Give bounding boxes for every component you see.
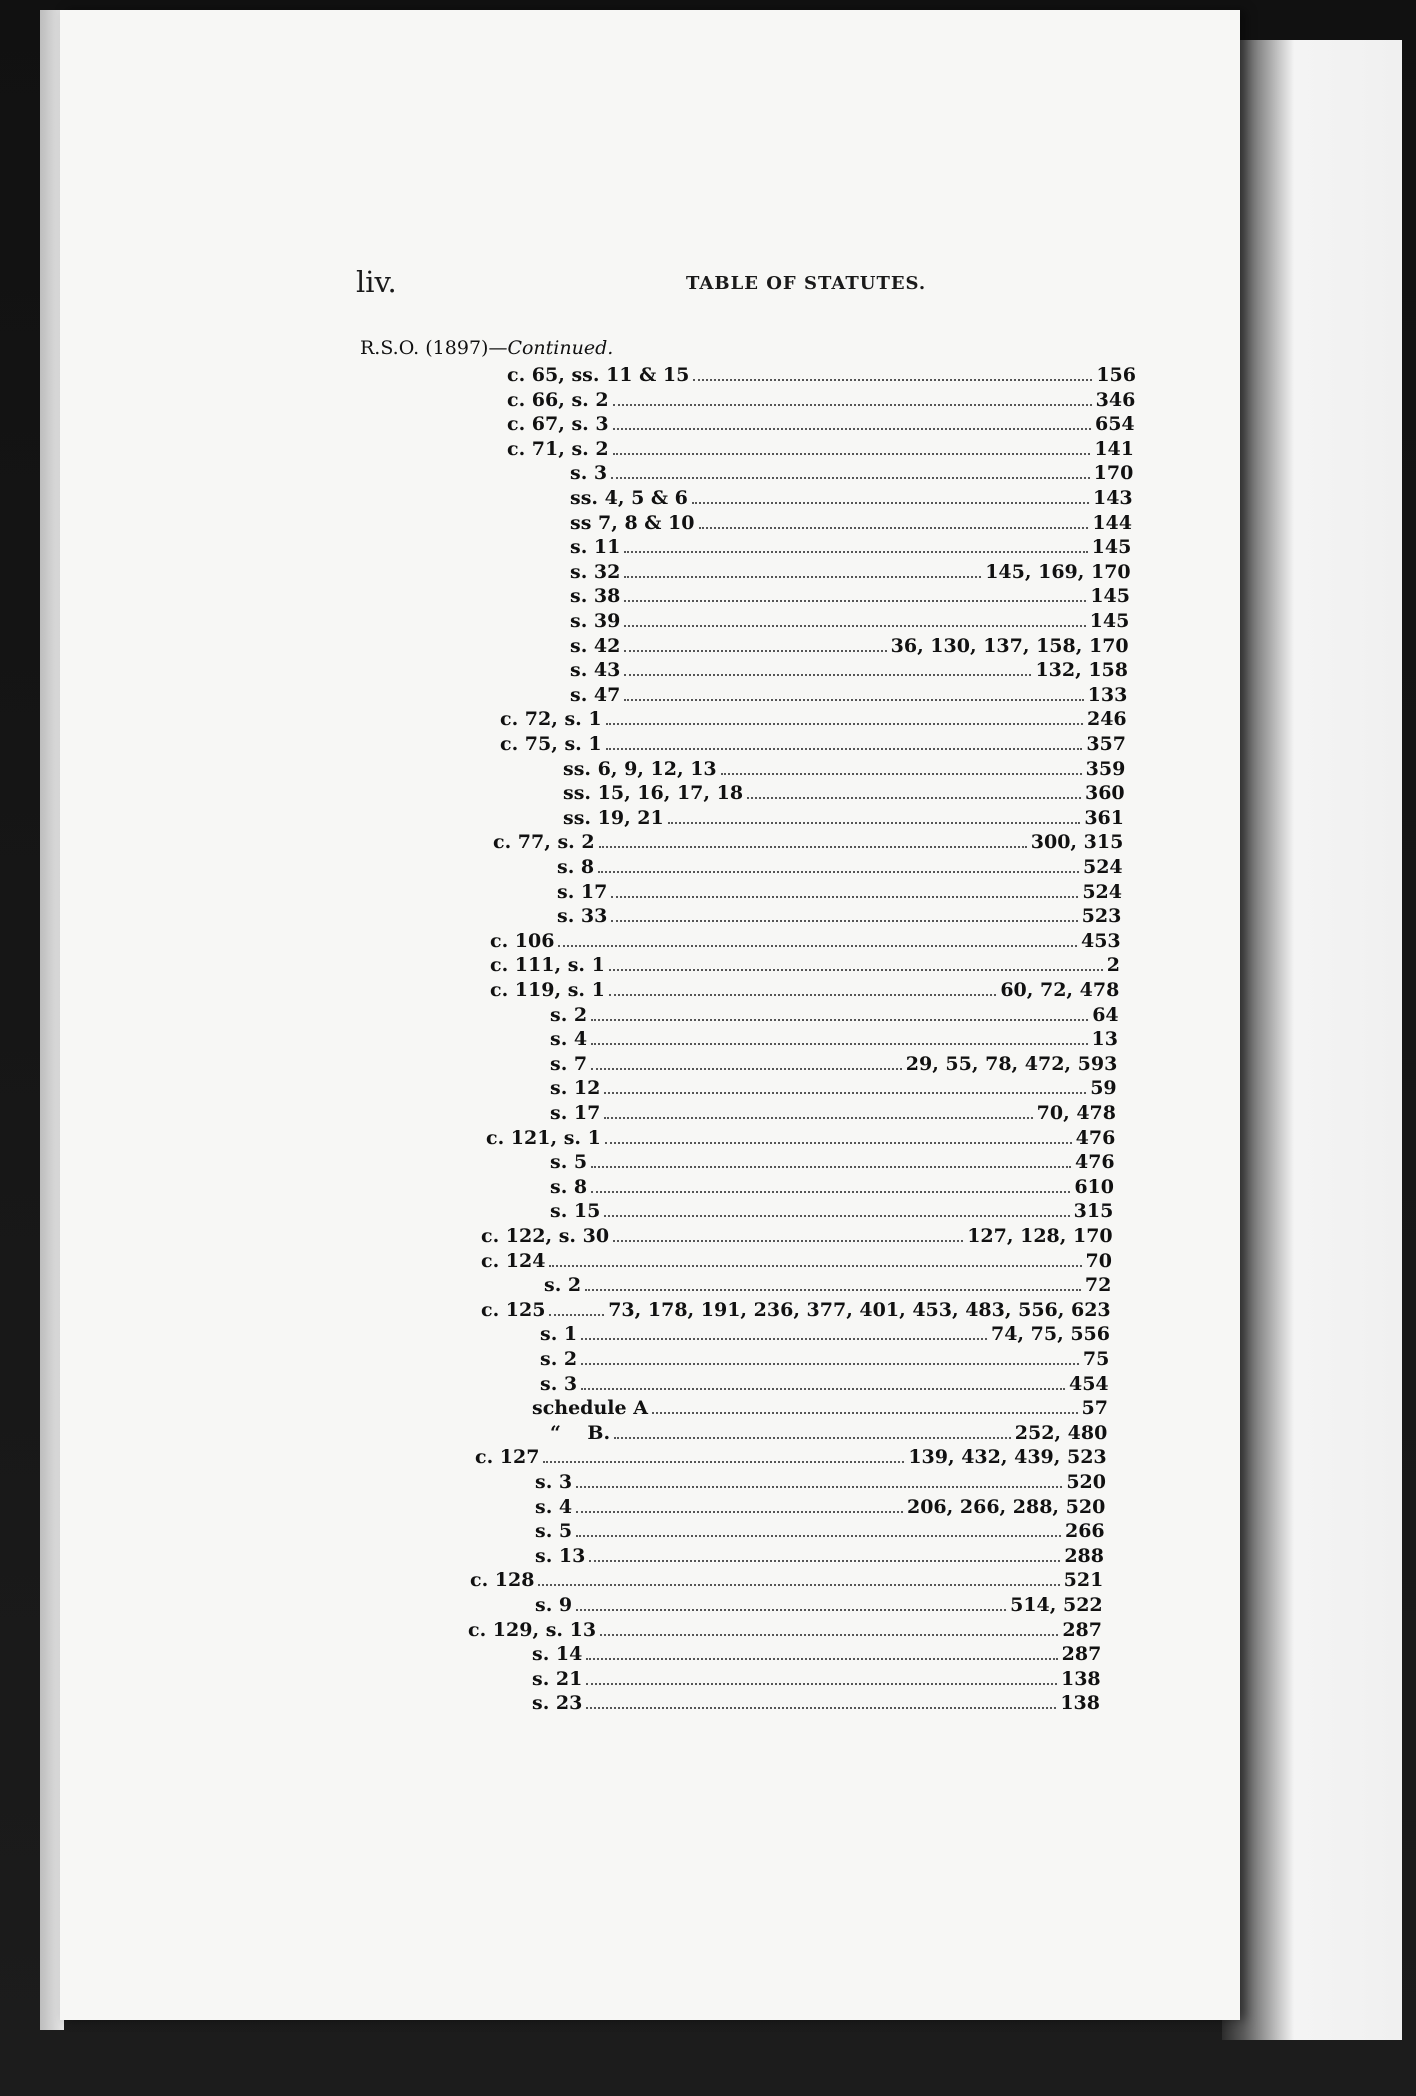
page-references: 144	[1092, 511, 1132, 534]
table-row	[507, 411, 1135, 435]
statute-reference: c. 71, s. 2	[507, 437, 609, 460]
statute-reference: ss. 19, 21	[563, 806, 664, 829]
statute-reference: s. 7	[550, 1052, 588, 1075]
page-references: 2	[1106, 954, 1120, 977]
statute-reference: s. 32	[570, 560, 621, 583]
dot-leader	[699, 526, 1089, 529]
statute-reference: s. 3	[540, 1372, 578, 1395]
table-row	[540, 1346, 1109, 1370]
page-references: 132, 158	[1035, 659, 1128, 682]
table-row	[507, 387, 1135, 411]
statute-reference: s. 15	[550, 1200, 601, 1223]
page-references: 521	[1063, 1569, 1104, 1592]
page-references: 145	[1091, 536, 1132, 559]
statute-reference: s. 47	[570, 683, 621, 706]
table-row	[570, 559, 1131, 583]
statute-reference: s. 8	[557, 856, 595, 878]
page-references: 610	[1074, 1175, 1114, 1198]
dot-leader	[591, 1190, 1070, 1193]
statute-reference: s. 23	[532, 1692, 583, 1715]
statute-reference: ss. 4, 5 & 6	[570, 487, 688, 509]
statute-reference: c. 122, s. 30	[481, 1225, 610, 1247]
table-row	[550, 1198, 1113, 1222]
page-references: 346	[1095, 388, 1136, 411]
dot-leader	[576, 1485, 1062, 1488]
dot-leader	[543, 1460, 904, 1463]
statute-reference: “ B.	[550, 1421, 611, 1444]
page-references: 59	[1090, 1077, 1117, 1100]
dot-leader	[605, 1141, 1072, 1144]
page-references: 654	[1094, 413, 1135, 436]
statute-reference: s. 4	[550, 1028, 588, 1051]
table-row	[540, 1321, 1110, 1345]
table-row	[532, 1690, 1100, 1714]
page-references: 13	[1091, 1028, 1118, 1051]
dot-leader	[692, 501, 1089, 504]
statute-reference: s. 5	[535, 1520, 573, 1543]
dot-leader	[624, 624, 1085, 627]
dot-leader	[589, 1559, 1060, 1562]
dot-leader	[576, 1608, 1006, 1611]
page-references: 357	[1086, 733, 1126, 755]
table-row	[532, 1666, 1101, 1690]
table-row	[570, 608, 1129, 632]
table-row	[563, 780, 1125, 804]
table-row	[570, 583, 1130, 607]
table-row	[532, 1395, 1108, 1419]
dot-leader	[576, 1510, 903, 1513]
table-row	[563, 756, 1125, 780]
page-references: 206, 266, 288, 520	[906, 1495, 1106, 1518]
table-row	[500, 731, 1126, 755]
table-row	[475, 1444, 1107, 1468]
dot-leader	[604, 1091, 1086, 1094]
table-row	[570, 485, 1133, 509]
dot-leader	[581, 1387, 1065, 1390]
table-row	[557, 879, 1122, 903]
table-row	[481, 1248, 1112, 1272]
page-references: 133	[1087, 683, 1128, 706]
table-row	[550, 1002, 1119, 1026]
table-row	[535, 1469, 1106, 1493]
running-title: TABLE OF STATUTES.	[686, 273, 927, 294]
dot-leader	[549, 1264, 1081, 1267]
dot-leader	[591, 1042, 1087, 1045]
table-row	[535, 1518, 1105, 1542]
statute-reference: s. 5	[550, 1151, 588, 1174]
table-row	[532, 1641, 1101, 1665]
statute-reference: s. 17	[557, 880, 608, 903]
table-row	[570, 460, 1133, 484]
statute-reference: s. 21	[532, 1667, 583, 1690]
page-references: 288	[1064, 1544, 1104, 1567]
facing-page-edge	[1222, 40, 1402, 2040]
page-references: 145	[1090, 585, 1130, 608]
page-references: 145, 169, 170	[985, 560, 1131, 583]
page-references: 454	[1068, 1372, 1109, 1395]
statute-reference: c. 106	[490, 929, 555, 952]
dot-leader	[613, 452, 1091, 455]
table-row	[490, 977, 1119, 1001]
page-references: 141	[1094, 437, 1134, 460]
page-references: 523	[1081, 905, 1122, 928]
dot-leader	[613, 427, 1091, 430]
page-references: 73, 178, 191, 236, 377, 401, 453, 483, 556, 623	[608, 1298, 1111, 1321]
statute-reference: ss 7, 8 & 10	[570, 511, 695, 534]
table-row	[557, 854, 1123, 878]
page-references: 127, 128, 170	[967, 1225, 1113, 1247]
page-references: 29, 55, 78, 472, 593	[905, 1052, 1118, 1075]
statute-reference: s. 13	[535, 1544, 586, 1567]
page-references: 143	[1092, 487, 1133, 509]
dot-leader	[613, 1239, 963, 1242]
dot-leader	[693, 378, 1092, 381]
page-references: 138	[1060, 1692, 1100, 1715]
table-row	[535, 1592, 1103, 1616]
dot-leader	[613, 403, 1092, 406]
dot-leader	[581, 1337, 987, 1340]
page-references: 170	[1093, 462, 1134, 485]
statute-reference: ss. 6, 9, 12, 13	[563, 757, 717, 780]
statute-reference: s. 42	[570, 634, 621, 657]
page-references: 514, 522	[1010, 1594, 1103, 1616]
dot-leader	[586, 1706, 1056, 1709]
table-row	[550, 1075, 1117, 1099]
page-references: 266	[1064, 1520, 1105, 1543]
page-references: 359	[1085, 757, 1126, 780]
dot-leader	[611, 895, 1078, 898]
document-page	[60, 10, 1240, 2020]
page-references: 156	[1096, 364, 1136, 386]
heading-prefix: R.S.O. (1897)—	[360, 337, 508, 359]
dot-leader	[747, 796, 1081, 799]
dot-leader	[609, 968, 1103, 971]
dot-leader	[586, 1682, 1057, 1685]
statute-reference: c. 119, s. 1	[490, 979, 605, 1001]
table-row	[557, 903, 1121, 927]
dot-leader	[558, 944, 1077, 947]
page-references: 145	[1089, 610, 1130, 632]
page-references: 246	[1086, 708, 1127, 731]
dot-leader	[549, 1313, 604, 1316]
dot-leader	[604, 1214, 1069, 1217]
page-references: 75	[1082, 1348, 1110, 1370]
statute-reference: c. 67, s. 3	[507, 413, 609, 436]
table-row	[481, 1223, 1113, 1247]
statute-reference: s. 17	[550, 1102, 601, 1124]
statute-reference: s. 4	[535, 1495, 573, 1518]
dot-leader	[576, 1534, 1061, 1537]
dot-leader	[585, 1288, 1081, 1291]
statute-reference: s. 8	[550, 1175, 588, 1198]
dot-leader	[591, 1018, 1088, 1021]
table-row	[563, 805, 1124, 829]
page-references: 138	[1060, 1667, 1101, 1690]
statute-reference: c. 75, s. 1	[500, 733, 602, 755]
page-references: 360	[1084, 782, 1125, 805]
table-row	[550, 1420, 1107, 1444]
dot-leader	[609, 993, 996, 996]
page-references: 70, 478	[1036, 1102, 1116, 1124]
page-references: 361	[1084, 806, 1124, 829]
statute-reference: s. 39	[570, 610, 621, 632]
statute-reference: schedule A	[532, 1397, 648, 1420]
statute-reference: c. 129, s. 13	[468, 1618, 597, 1641]
dot-leader	[624, 575, 981, 578]
dot-leader	[611, 476, 1090, 479]
dot-leader	[600, 1633, 1058, 1636]
table-row	[500, 706, 1127, 730]
table-row	[507, 362, 1136, 386]
dot-leader	[668, 821, 1081, 824]
page-references: 74, 75, 556	[990, 1323, 1110, 1346]
table-row	[550, 1051, 1117, 1075]
heading-continued: Continued.	[507, 337, 614, 359]
dot-leader	[599, 845, 1027, 848]
page-references: 70	[1085, 1249, 1112, 1272]
table-row	[535, 1494, 1105, 1518]
statute-reference: s. 43	[570, 659, 621, 682]
table-row	[535, 1543, 1104, 1567]
table-row	[540, 1371, 1109, 1395]
dot-leader	[604, 1116, 1032, 1119]
table-row	[490, 928, 1121, 952]
table-row	[507, 436, 1134, 460]
page-references: 57	[1081, 1397, 1108, 1420]
page-references: 524	[1082, 856, 1123, 878]
statute-reference: s. 2	[540, 1348, 578, 1370]
statute-reference: c. 125	[481, 1298, 546, 1321]
statute-reference: c. 66, s. 2	[507, 388, 609, 411]
table-row	[490, 952, 1120, 976]
dot-leader	[606, 722, 1083, 725]
statute-reference: c. 128	[470, 1569, 535, 1592]
table-row	[570, 682, 1127, 706]
page-references: 520	[1066, 1471, 1106, 1493]
statute-reference: c. 127	[475, 1446, 540, 1469]
table-row	[493, 829, 1123, 853]
statute-reference: c. 124	[481, 1249, 546, 1272]
statute-entries	[60, 10, 1240, 2020]
table-row	[486, 1125, 1115, 1149]
table-row	[570, 534, 1131, 558]
page-references: 64	[1092, 1003, 1119, 1026]
dot-leader	[624, 599, 1086, 602]
page-references: 287	[1061, 1643, 1102, 1666]
dot-leader	[721, 772, 1082, 775]
statute-reference: c. 121, s. 1	[486, 1126, 601, 1149]
statute-reference: s. 2	[544, 1274, 582, 1297]
table-row	[550, 1174, 1114, 1198]
page-references: 139, 432, 439, 523	[908, 1446, 1107, 1469]
table-row	[470, 1567, 1103, 1591]
statute-reference: s. 3	[570, 462, 608, 485]
dot-leader	[624, 550, 1087, 553]
page-references: 300, 315	[1030, 831, 1124, 854]
table-row	[550, 1100, 1116, 1124]
page-references: 252, 480	[1014, 1421, 1108, 1444]
statute-reference: s. 11	[570, 536, 621, 559]
page-references: 72	[1084, 1274, 1112, 1297]
statute-reference: s. 9	[535, 1594, 573, 1616]
dot-leader	[591, 1165, 1071, 1168]
page-references: 453	[1080, 929, 1121, 952]
table-row	[481, 1297, 1111, 1321]
dot-leader	[538, 1583, 1059, 1586]
statute-reference: s. 14	[532, 1643, 583, 1666]
dot-leader	[611, 919, 1077, 922]
table-row	[550, 1026, 1118, 1050]
statute-reference: c. 77, s. 2	[493, 831, 595, 854]
statute-reference: s. 1	[540, 1323, 578, 1346]
page-references: 36, 130, 137, 158, 170	[890, 634, 1129, 657]
statute-reference: s. 38	[570, 585, 621, 608]
dot-leader	[591, 1067, 902, 1070]
dot-leader	[586, 1657, 1057, 1660]
dot-leader	[624, 649, 886, 652]
dot-leader	[624, 673, 1031, 676]
page-references: 476	[1075, 1126, 1116, 1149]
dot-leader	[652, 1411, 1078, 1414]
page-number: liv.	[356, 265, 397, 299]
statute-reference: ss. 15, 16, 17, 18	[563, 782, 744, 805]
page-references: 315	[1073, 1200, 1114, 1223]
dot-leader	[614, 1436, 1011, 1439]
table-row	[550, 1149, 1115, 1173]
table-row	[570, 657, 1128, 681]
statute-reference: c. 65, ss. 11 & 15	[507, 364, 690, 386]
table-row	[570, 510, 1132, 534]
page-references: 287	[1062, 1618, 1102, 1641]
statute-reference: s. 2	[550, 1003, 588, 1026]
dot-leader	[624, 698, 1083, 701]
dot-leader	[606, 747, 1083, 750]
dot-leader	[581, 1362, 1079, 1365]
statute-reference: s. 3	[535, 1471, 573, 1493]
statute-reference: s. 12	[550, 1077, 601, 1100]
dot-leader	[598, 870, 1079, 873]
statute-reference: c. 111, s. 1	[490, 954, 605, 977]
table-row	[468, 1617, 1102, 1641]
statute-reference: c. 72, s. 1	[500, 708, 602, 731]
table-row	[544, 1272, 1111, 1296]
page-references: 60, 72, 478	[1000, 979, 1120, 1001]
statute-reference: s. 33	[557, 905, 608, 928]
table-row	[570, 633, 1129, 657]
page-references: 524	[1082, 880, 1122, 903]
page-references: 476	[1074, 1151, 1115, 1174]
